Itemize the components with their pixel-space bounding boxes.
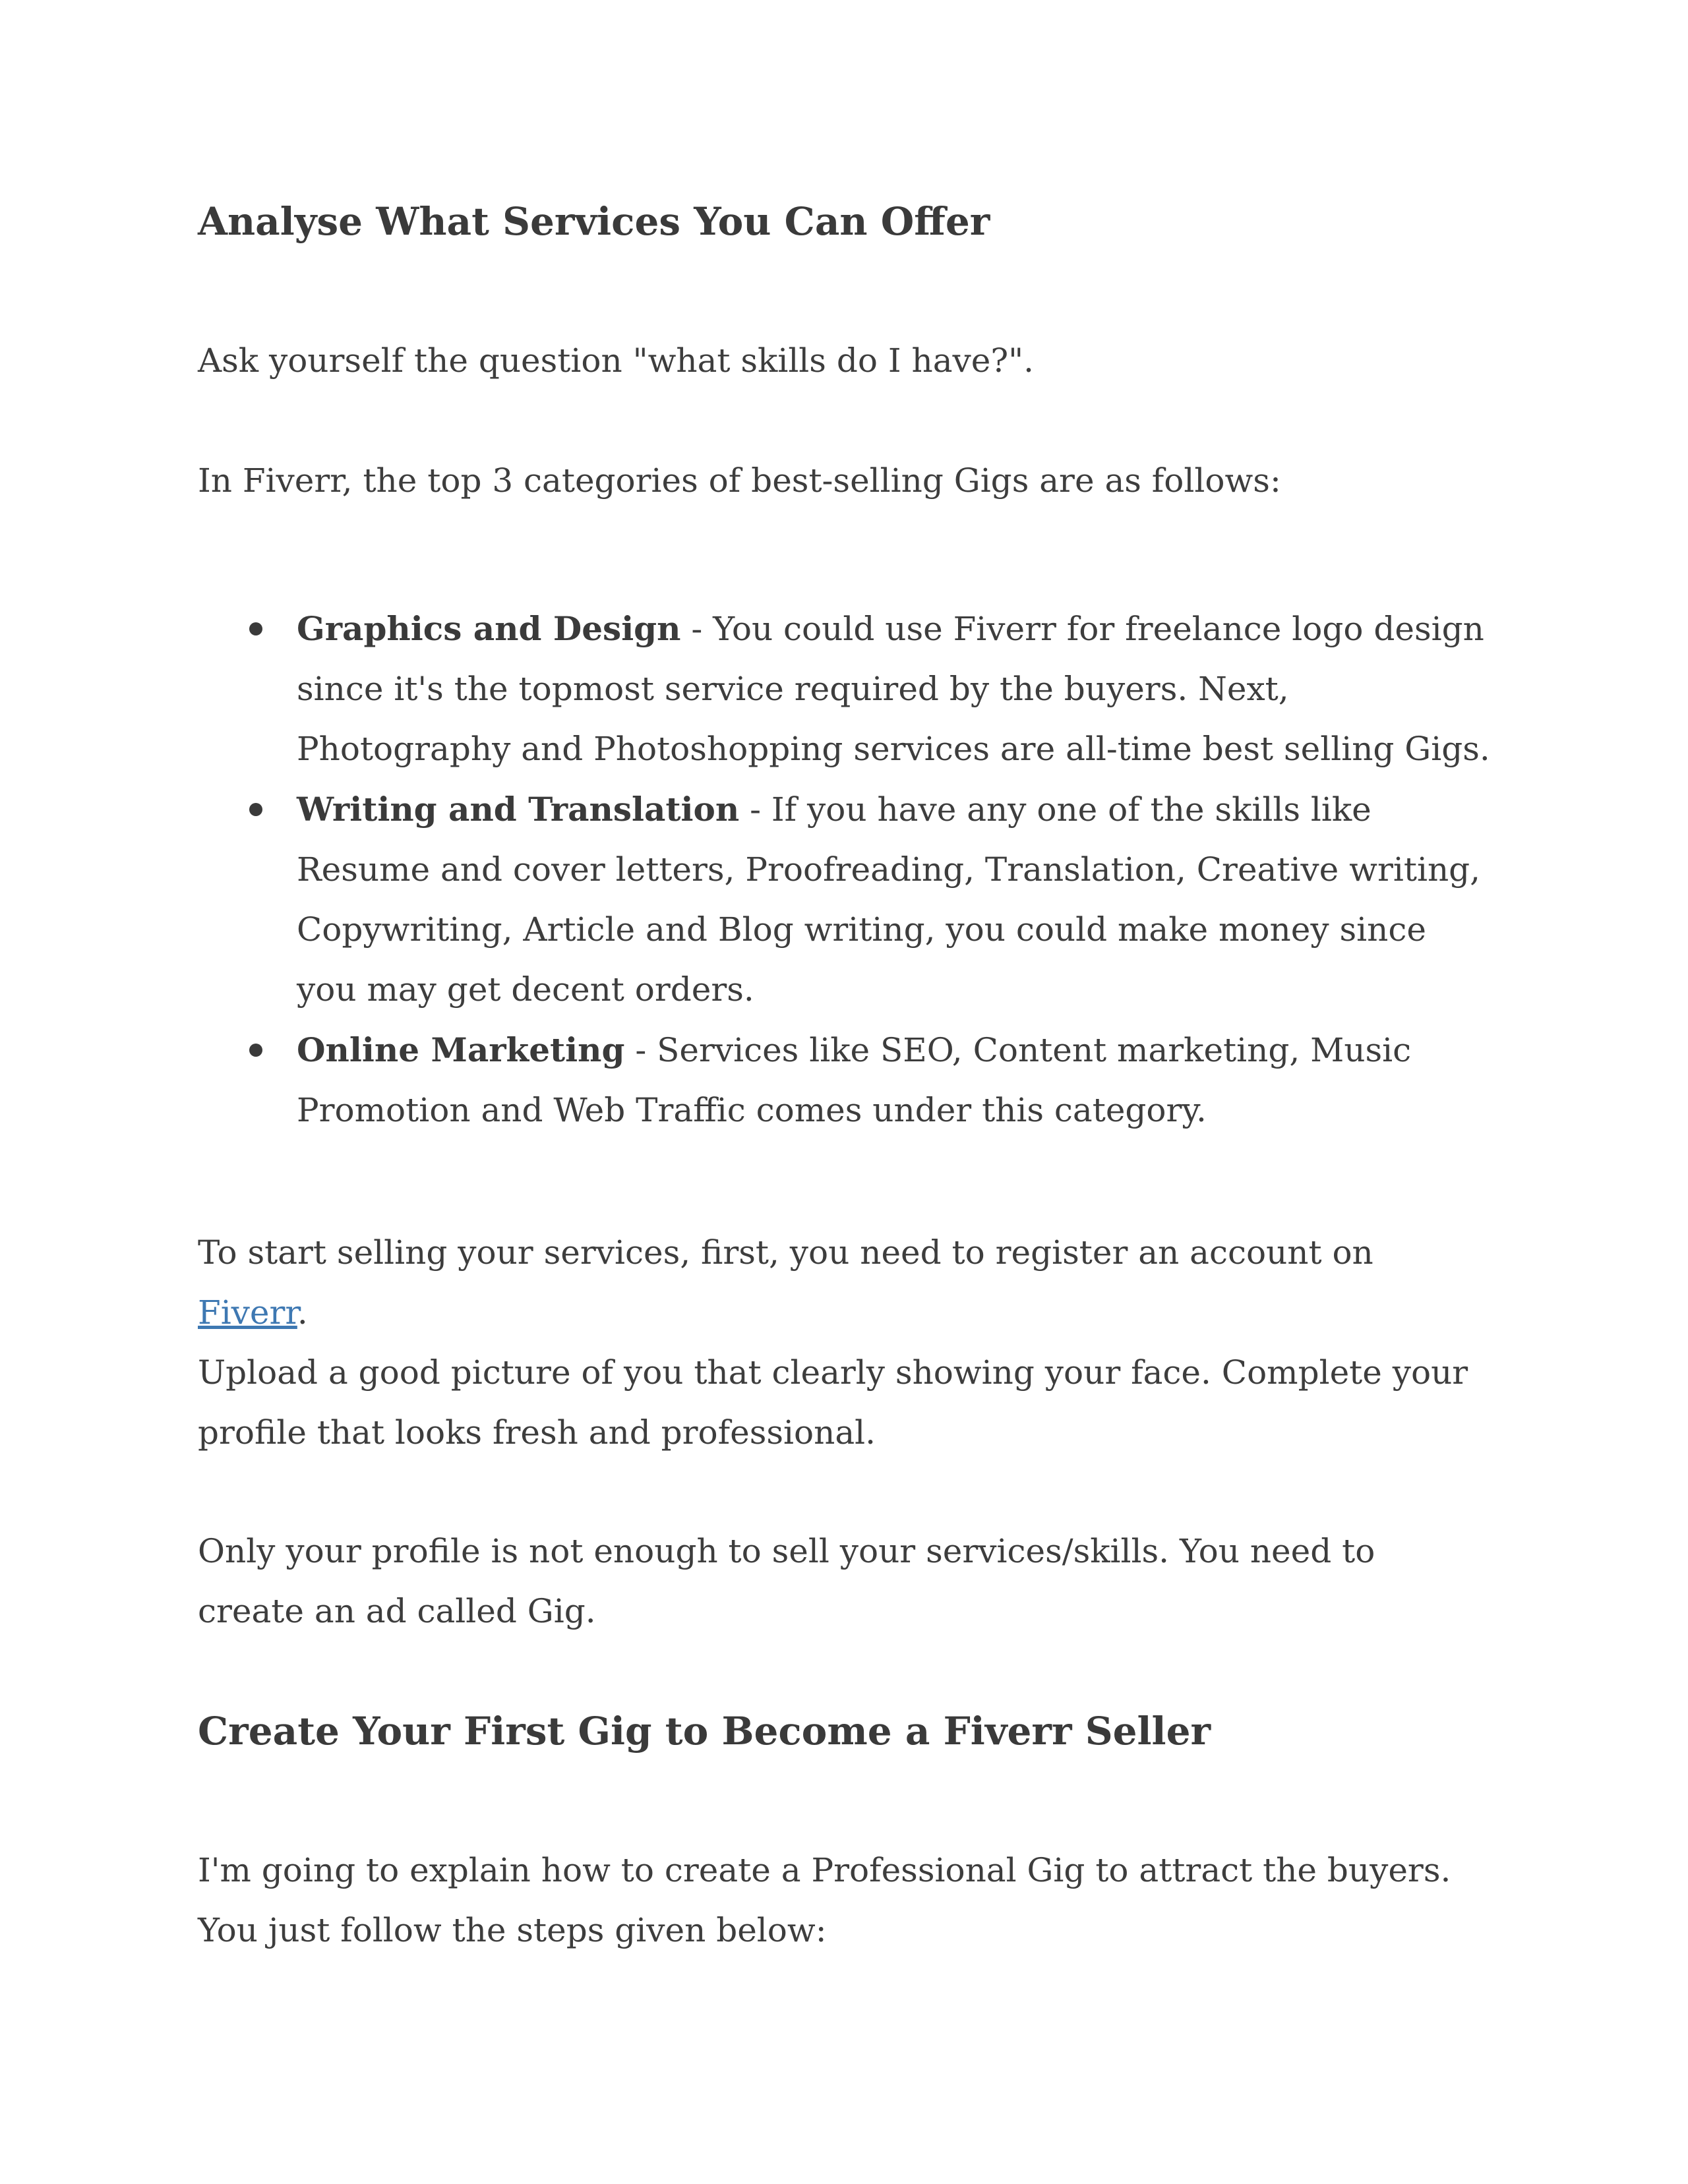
category-title: Graphics and Design <box>297 609 681 648</box>
register-text: To start selling your services, first, you need to register an account on <box>198 1233 1373 1272</box>
categories-list <box>0 599 1490 1140</box>
paragraph-upload: Upload a good picture of you that clearly showing your face. Complete your profile that looks fresh and professional. <box>198 1353 1468 1452</box>
paragraph-profile: Only your profile is not enough to sell your services/skills. You need to create an ad called Gig. <box>198 1532 1375 1630</box>
category-title: Writing and Translation <box>297 790 740 829</box>
bullet-icon <box>249 622 262 635</box>
section-heading-analyse: Analyse What Services You Can Offer <box>198 199 990 244</box>
category-text: - Services like SEO, Content marketing, Music Promotion and Web Traffic comes under this category. <box>297 1031 1412 1129</box>
bullet-icon <box>249 1044 262 1057</box>
category-title: Online Marketing <box>297 1030 625 1069</box>
list-item <box>0 599 1490 779</box>
fiverr-link[interactable]: Fiverr <box>198 1293 297 1332</box>
category-text: - You could use Fiverr for freelance logo design since it's the topmost service required by the buyers. Next, Photography and Photoshopping services are all-time best selling Gigs. <box>297 610 1490 768</box>
paragraph-explain: I'm going to explain how to create a Professional Gig to attract the buyers. You just follow the steps given below: <box>198 1851 1451 1949</box>
category-text: - If you have any one of the skills like Resume and cover letters, Proofreading, Translation, Creative writing, Copywriting, Article and Blog writing, you could make money since you may get decent orders. <box>297 790 1481 1009</box>
section-heading-create-gig: Create Your First Gig to Become a Fiverr Seller <box>198 1709 1211 1754</box>
paragraph-ask: Ask yourself the question "what skills do I have?". <box>198 341 1035 380</box>
list-item <box>0 1020 1490 1140</box>
bullet-icon <box>249 803 262 816</box>
paragraph-categories-intro: In Fiverr, the top 3 categories of best-selling Gigs are as follows: <box>198 461 1281 500</box>
list-item <box>0 779 1490 1020</box>
paragraph-register <box>198 1223 1490 1343</box>
register-period: . <box>297 1293 308 1332</box>
